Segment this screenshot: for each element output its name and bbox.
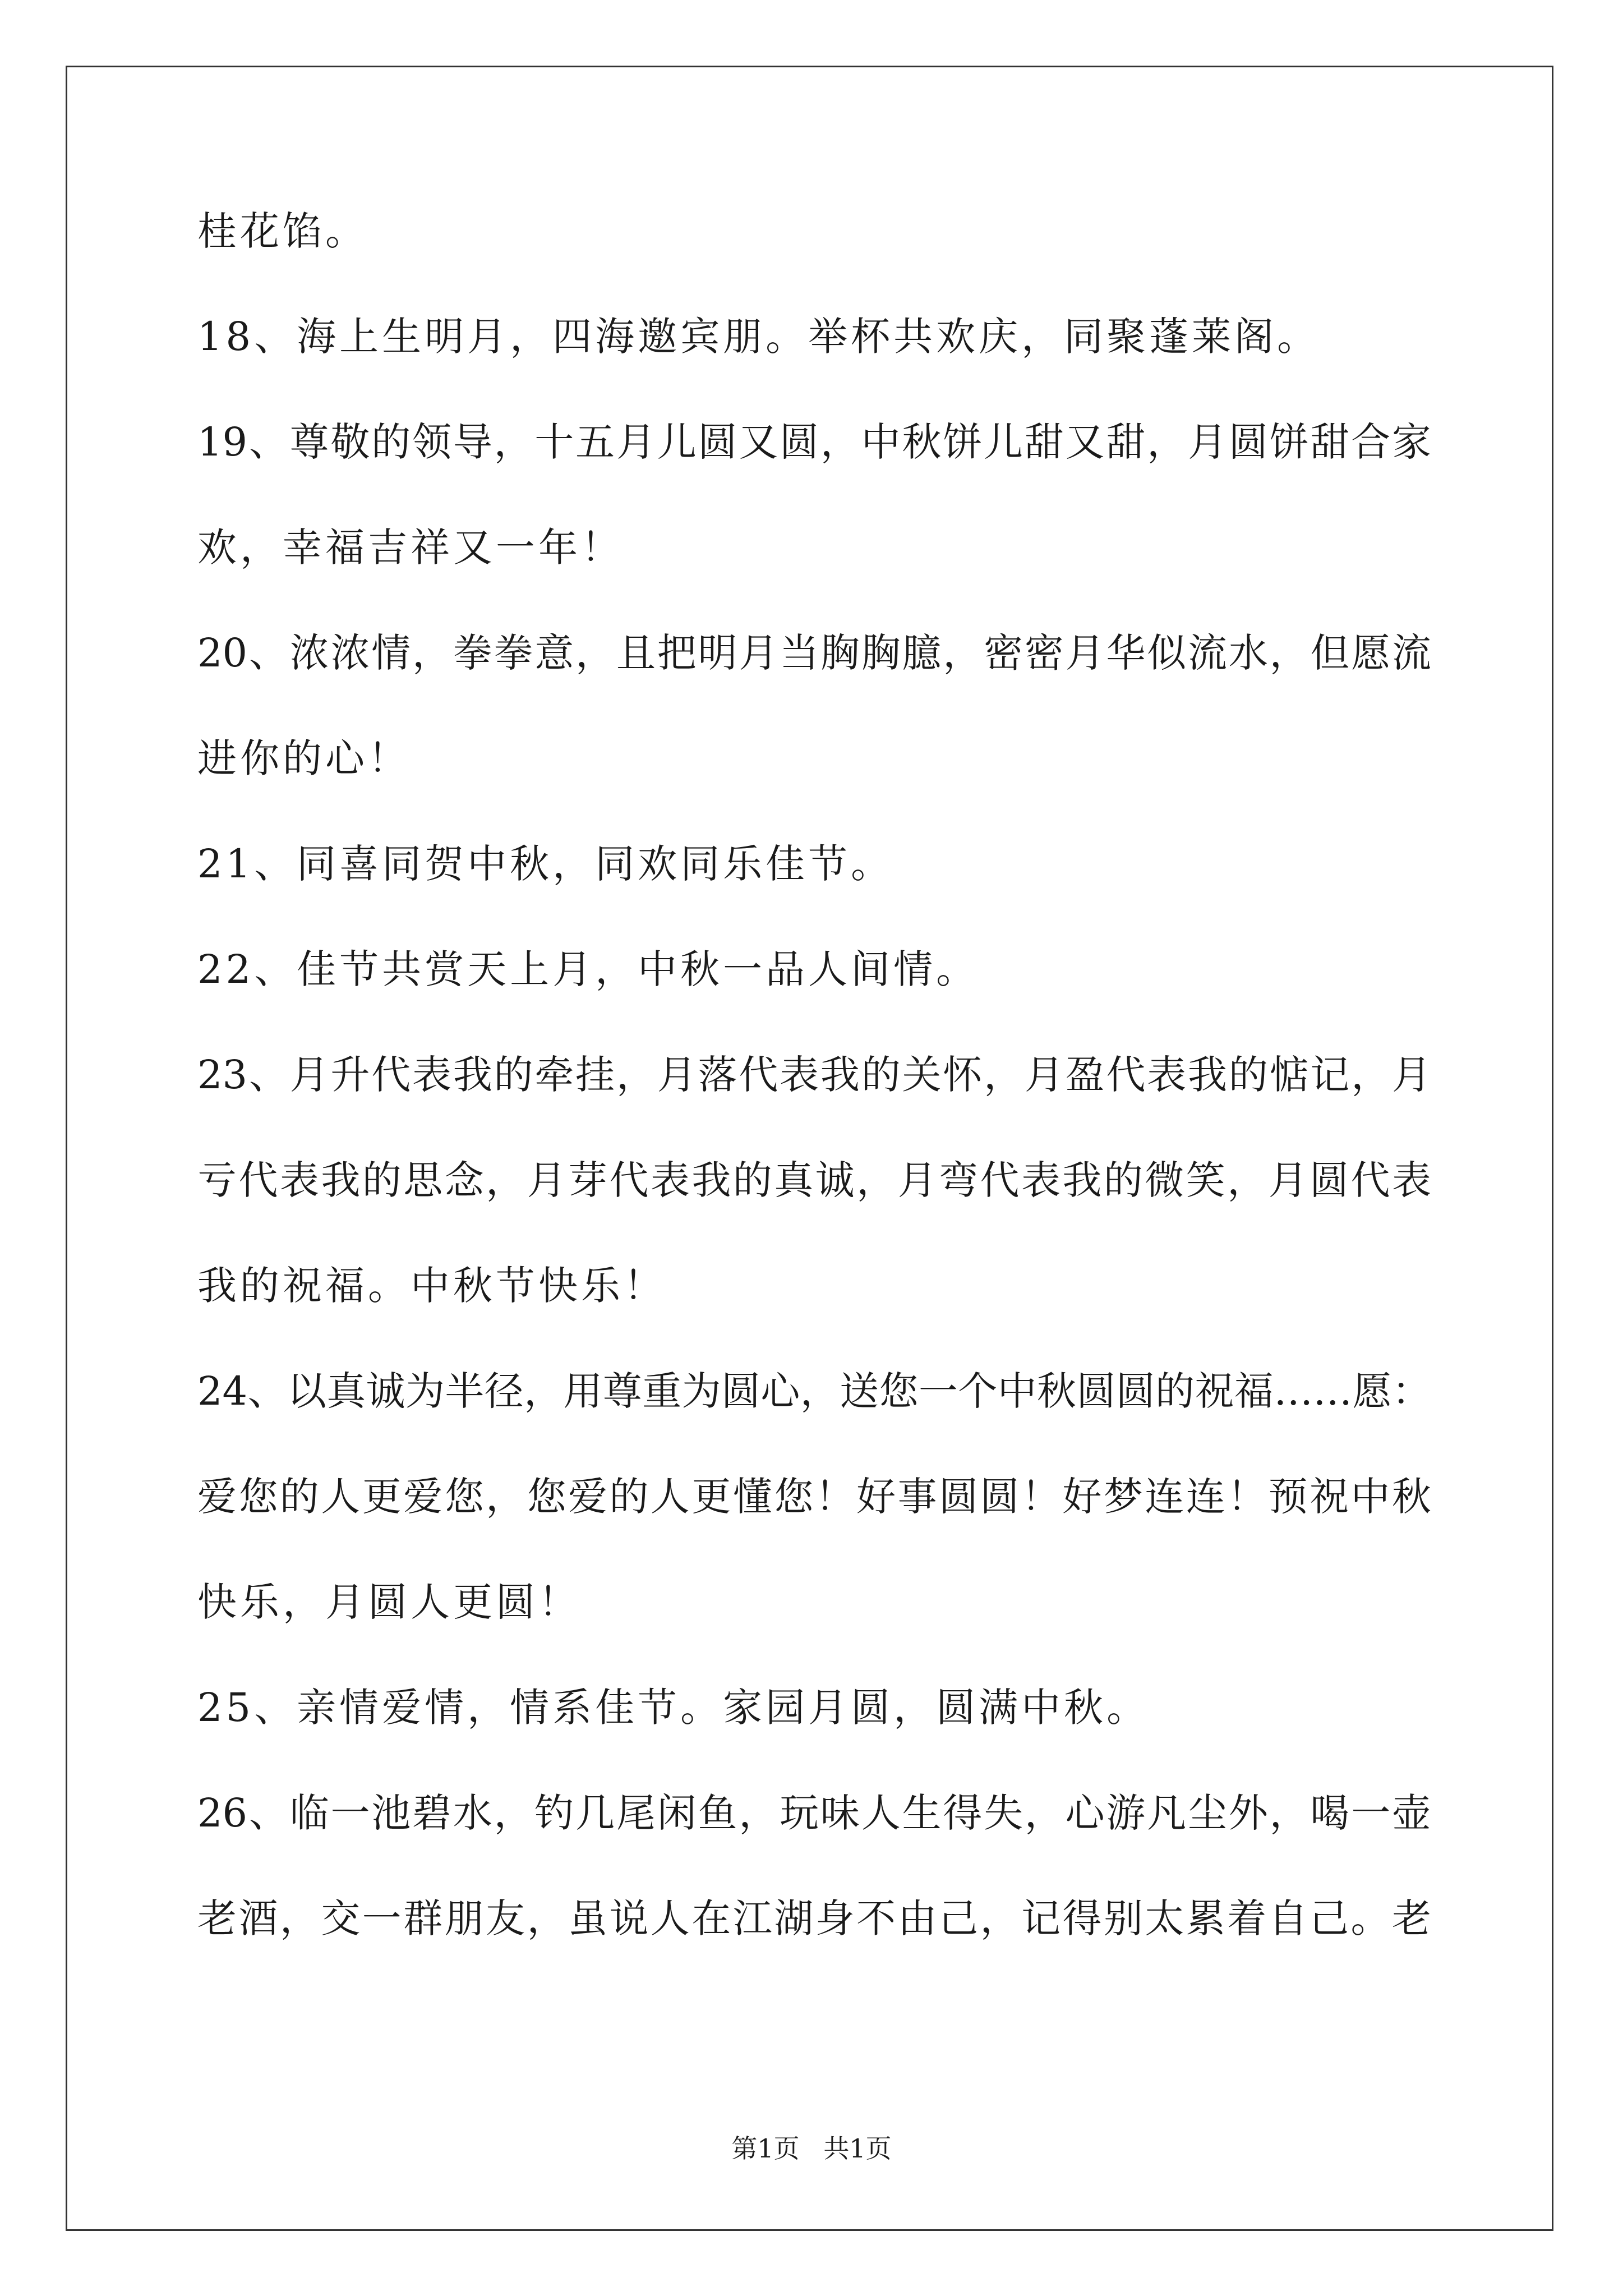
- text-line: 23、月升代表我的牵挂，月落代表我的关怀，月盈代表我的惦记，月: [197, 1052, 1431, 1098]
- text-line: 22、佳节共赏天上月，中秋一品人间情。: [197, 946, 979, 992]
- text-line: 19、尊敬的领导，十五月儿圆又圆，中秋饼儿甜又甜，月圆饼甜合家: [197, 419, 1431, 465]
- text-line: 我的祝福。中秋节快乐！: [197, 1263, 666, 1309]
- text-line: 欢，幸福吉祥又一年！: [197, 524, 624, 570]
- text-line: 21、同喜同贺中秋，同欢同乐佳节。: [197, 841, 894, 887]
- text-line: 25、亲情爱情，情系佳节。家园月圆，圆满中秋。: [197, 1685, 1150, 1731]
- page-footer: [0, 2133, 1623, 2164]
- page-number-total: 共1页: [823, 2133, 892, 2164]
- text-line: 18、海上生明月，四海邀宾朋。举杯共欢庆，同聚蓬莱阁。: [197, 314, 1320, 360]
- text-line: 桂花馅。: [197, 208, 368, 254]
- page-number-current: 第1页: [731, 2133, 800, 2164]
- text-line: 老酒，交一群朋友，虽说人在江湖身不由己，记得别太累着自己。老: [197, 1895, 1431, 1941]
- text-line: 亏代表我的思念，月芽代表我的真诚，月弯代表我的微笑，月圆代表: [197, 1157, 1431, 1203]
- text-line: 爱您的人更爱您，您爱的人更懂您！好事圆圆！好梦连连！预祝中秋: [197, 1474, 1431, 1520]
- text-line: 快乐，月圆人更圆！: [197, 1579, 581, 1625]
- text-line: 进你的心！: [197, 735, 411, 781]
- text-line: 24、以真诚为半径，用尊重为圆心，送您一个中秋圆圆的祝福……愿：: [197, 1368, 1431, 1414]
- document-body: [197, 208, 1431, 2000]
- text-line: 26、临一池碧水，钓几尾闲鱼，玩味人生得失，心游凡尘外，喝一壶: [197, 1790, 1431, 1836]
- text-line: 20、浓浓情，拳拳意，且把明月当胸胸臆，密密月华似流水，但愿流: [197, 630, 1431, 676]
